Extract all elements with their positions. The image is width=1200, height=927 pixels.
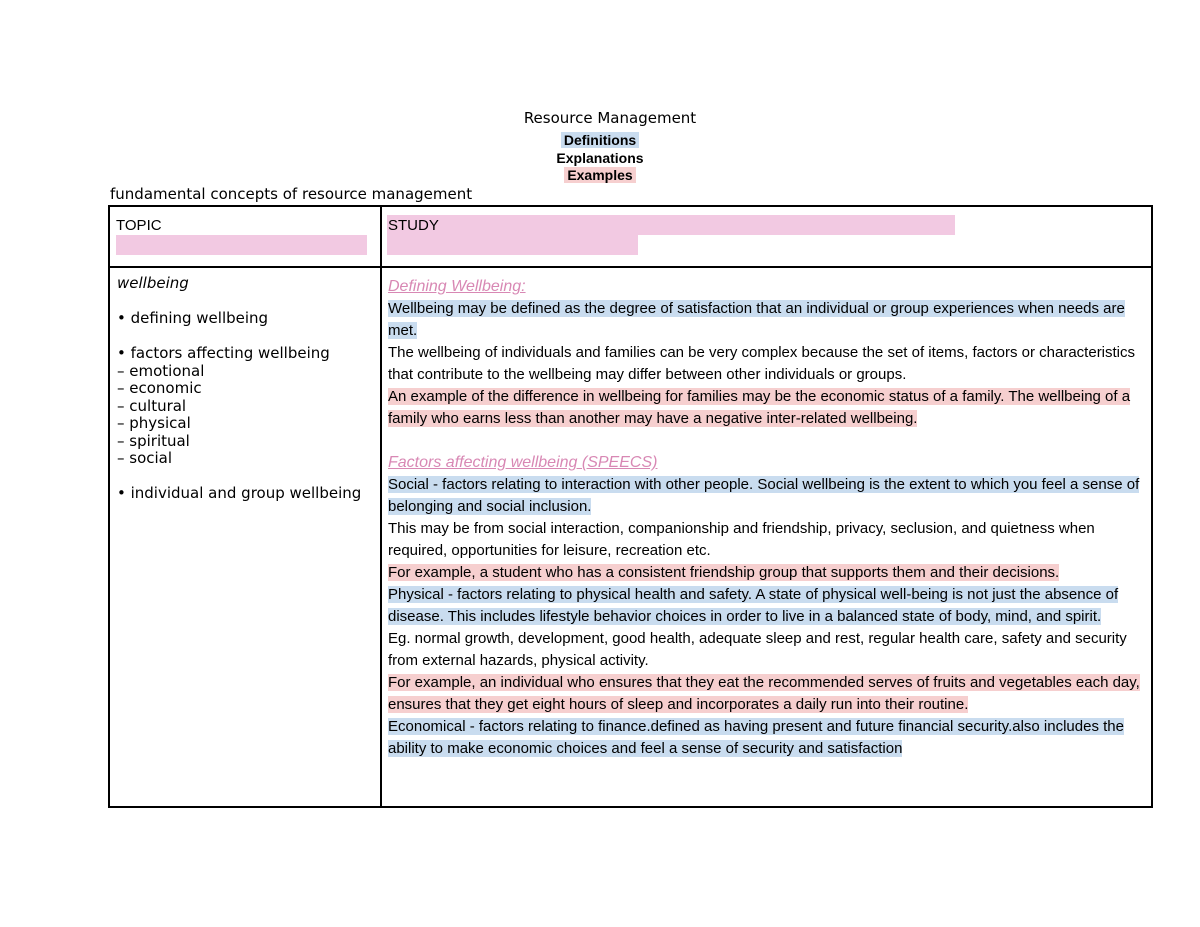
study-header-cell: [381, 206, 1152, 267]
definition-text: Social - factors relating to interaction with other people. Social wellbeing is the extent to which you feel a sense of belonging and social inclusion.: [388, 476, 1140, 516]
study-cell: [381, 267, 1152, 807]
topic-subitem: – economic: [117, 379, 202, 398]
topic-cell: [109, 267, 381, 807]
topic-heading: wellbeing: [117, 274, 189, 293]
topic-subitem: – social: [117, 449, 173, 468]
explanation-text: This may be from social interaction, companionship and friendship, privacy, seclusion, and quietness when required, opportunities for leisure, recreation etc.: [388, 520, 1095, 560]
definition-text: Economical - factors relating to finance.defined as having present and future financial security.also includes the ability to make economic choices and feel a sense of security and satisfaction: [388, 718, 1124, 758]
topic-bullet: • defining wellbeing: [117, 309, 269, 328]
example-text: For example, an individual who ensures that they eat the recommended serves of fruits and vegetables each day, ensures that they get eight hours of sleep and incorporates a daily run into their routine.: [388, 674, 1140, 714]
study-header: STUDY: [388, 217, 439, 234]
defining-wellbeing-heading: Defining Wellbeing:: [388, 278, 526, 296]
legend-explanations: Explanations: [556, 150, 644, 166]
factors-heading: Factors affecting wellbeing (SPEECS): [388, 454, 658, 472]
header-highlight: [387, 235, 638, 255]
example-text: For example, a student who has a consistent friendship group that supports them and their decisions.: [388, 564, 1060, 582]
topic-bullet: • factors affecting wellbeing: [117, 344, 330, 363]
definition-text: Physical - factors relating to physical health and safety. A state of physical well-being is not just the absence of disease. This includes lifestyle behavior choices in order to live in a balanced state of body, mind, and spirit.: [388, 586, 1119, 626]
topic-bullet: • individual and group wellbeing: [117, 484, 362, 503]
topic-header-cell: [109, 206, 381, 267]
explanation-text: Eg. normal growth, development, good health, adequate sleep and rest, regular health care, safety and security from external hazards, physical activity.: [388, 630, 1127, 670]
topic-subitem: – cultural: [117, 396, 187, 415]
header-highlight: [387, 215, 955, 235]
legend-examples: Examples: [0, 167, 1200, 184]
legend-definitions: Definitions: [0, 132, 1200, 149]
topic-subitem: – emotional: [117, 361, 205, 380]
topic-subitem: – physical: [117, 414, 191, 433]
topic-subitem: – spiritual: [117, 431, 190, 450]
intro-line: fundamental concepts of resource management: [110, 185, 473, 203]
example-text: An example of the difference in wellbeing for families may be the economic status of a family. The wellbeing of a family who earns less than another may have a negative inter-related wellbeing.: [388, 388, 1131, 428]
topic-header: TOPIC: [116, 217, 162, 234]
explanation-text: The wellbeing of individuals and families can be very complex because the set of items, factors or characteristics that contribute to the wellbeing may differ between other individuals or groups.: [388, 344, 1136, 384]
definition-text: Wellbeing may be defined as the degree of satisfaction that an individual or group experiences when needs are met.: [388, 300, 1125, 340]
study-table: [108, 205, 1153, 808]
header-highlight: [116, 235, 367, 255]
document-title: Resource Management: [523, 109, 697, 127]
